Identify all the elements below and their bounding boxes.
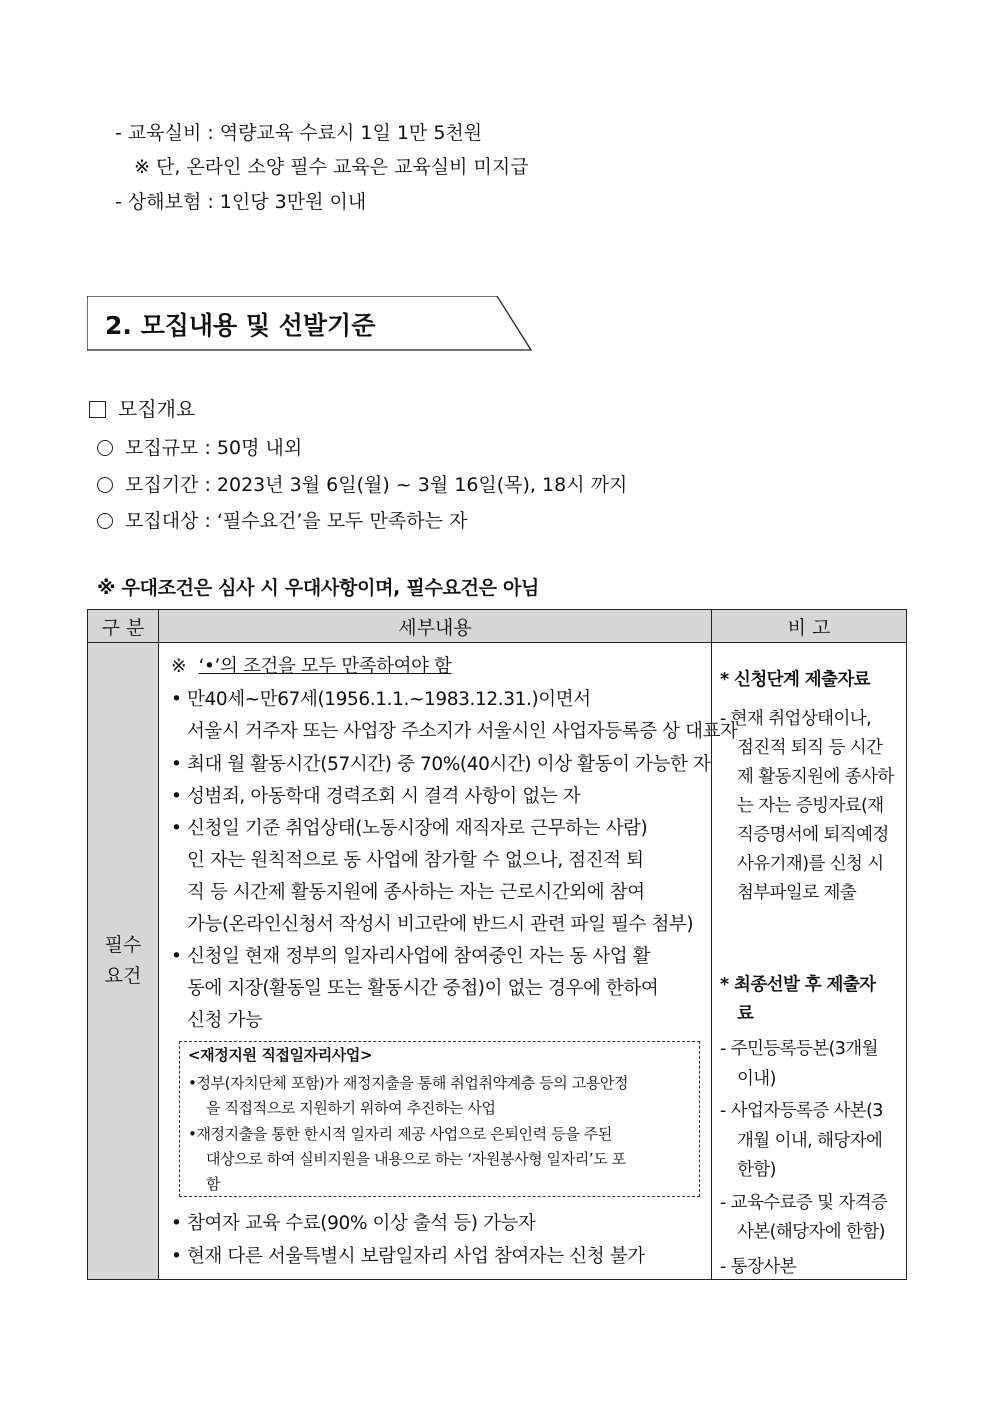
- note-line: 사본(해당자에 한함): [737, 1222, 885, 1242]
- note-line: * 신청단계 제출자료: [720, 670, 870, 690]
- bullet-icon: •: [171, 786, 182, 807]
- detail-cell: [159, 643, 738, 1280]
- box-line: 을 직접적으로 지원하기 위하여 추진하는 사업: [206, 1099, 496, 1117]
- detail-line: 가능(온라인신청서 작성시 비고란에 반드시 관련 파일 필수 첨부): [187, 914, 694, 935]
- table-row: [88, 643, 907, 1280]
- detail-line-text: 성범죄, 아동학대 경력조회 시 결격 사항이 없는 자: [187, 786, 581, 807]
- square-bullet-icon: [89, 401, 106, 418]
- section-header-box: [87, 296, 533, 352]
- detail-line: [171, 750, 710, 776]
- box-line: 함: [206, 1175, 221, 1193]
- overview-item-text: 모집대상 : ‘필수요건’을 모두 만족하는 자: [125, 510, 468, 532]
- bullet-icon: •: [171, 689, 182, 710]
- circle-bullet-icon: [97, 440, 113, 456]
- bullet-icon: •: [171, 946, 182, 967]
- detail-line: [171, 652, 452, 678]
- note-line: 점진적 퇴직 등 시간: [737, 738, 883, 758]
- note-line: 직증명서에 퇴직예정: [737, 825, 889, 845]
- detail-line: 인 자는 원칙적으로 동 사업에 참가할 수 없으나, 점진적 퇴: [187, 850, 644, 871]
- detail-line-text: ‘•’의 조건을 모두 만족하여야 함: [198, 656, 452, 677]
- box-title: <재정지원 직접일자리사업>: [188, 1046, 373, 1064]
- overview-heading-text: 모집개요: [118, 397, 196, 421]
- note-line: - 사업자등록증 사본(3: [720, 1101, 883, 1121]
- bullet-icon: •: [188, 1074, 197, 1092]
- note-line: 료: [737, 1004, 754, 1024]
- detail-line: [171, 1242, 645, 1268]
- bullet-icon: •: [171, 818, 182, 839]
- note-line: 첨부파일로 제출: [737, 883, 857, 903]
- detail-line: 직 등 시간제 활동지원에 종사하는 자는 근로시간외에 참여: [187, 882, 645, 903]
- note-line: 개월 이내, 해당자에: [737, 1131, 883, 1151]
- detail-line-text: 최대 월 활동시간(57시간) 중 70%(40시간) 이상 활동이 가능한 자: [187, 754, 711, 775]
- note-line: - 주민등록등본(3개월: [720, 1039, 878, 1059]
- note-line: 사유기재)를 신청 시: [737, 854, 884, 874]
- box-line-text: 재정지출을 통한 한시적 일자리 제공 사업으로 은퇴인력 등을 주된: [196, 1125, 612, 1143]
- box-line: 대상으로 하여 실비지원을 내용으로 하는 ‘자원봉사형 일자리’도 포: [206, 1150, 626, 1168]
- intro-line-online-note: ※ 단, 온라인 소양 필수 교육은 교육실비 미지급: [134, 156, 529, 178]
- circle-bullet-icon: [97, 513, 113, 529]
- note-line: - 교육수료증 및 자격증: [720, 1193, 888, 1213]
- overview-item-text: 모집기간 : 2023년 3월 6일(월) ~ 3월 16일(목), 18시 까지: [125, 474, 628, 496]
- detail-line-text: 신청일 현재 정부의 일자리사업에 참여중인 자는 동 사업 활: [187, 946, 651, 967]
- circle-bullet-icon: [97, 477, 113, 493]
- box-line: [188, 1123, 612, 1144]
- bullet-icon: •: [171, 1213, 182, 1234]
- note-cell: [712, 643, 907, 1280]
- note-line: - 현재 취업상태이나,: [720, 709, 872, 729]
- detail-line: [171, 685, 591, 711]
- intro-line-education-cost: - 교육실비 : 역량교육 수료시 1일 1만 5천원: [115, 122, 483, 144]
- detail-line: [171, 942, 650, 968]
- requirements-table: [87, 609, 907, 1280]
- note-line: - 통장사본: [720, 1257, 796, 1277]
- detail-line: [171, 1209, 536, 1235]
- category-cell: [88, 643, 159, 1280]
- detail-line-text: 현재 다른 서울특별시 보람일자리 사업 참여자는 신청 불가: [187, 1246, 645, 1267]
- section-title: 2. 모집내용 및 선발기준: [105, 311, 376, 340]
- overview-item-target: [97, 506, 467, 533]
- overview-item-period: [97, 470, 627, 497]
- bullet-icon: •: [171, 754, 182, 775]
- detail-line: [171, 814, 647, 840]
- category-line: 요건: [104, 965, 142, 987]
- detail-line-text: 만40세~만67세(1956.1.1.~1983.12.31.)이면서: [187, 689, 591, 710]
- overview-note: ※ 우대조건은 심사 시 우대사항이며, 필수요건은 아님: [97, 577, 540, 599]
- detail-line: 신청 가능: [187, 1010, 263, 1031]
- note-line: 이내): [737, 1069, 776, 1089]
- detail-line: 동에 지장(활동일 또는 활동시간 중첩)이 없는 경우에 한하여: [187, 978, 659, 999]
- intro-line-insurance: - 상해보험 : 1인당 3만원 이내: [115, 191, 367, 213]
- note-line: 한함): [737, 1160, 776, 1180]
- note-mark-icon: ※: [171, 656, 187, 677]
- overview-item-size: [97, 433, 302, 460]
- note-line: 제 활동지원에 종사하: [737, 767, 894, 787]
- overview-heading: [89, 393, 195, 422]
- header-category: 구 분: [88, 610, 159, 643]
- overview-item-text: 모집규모 : 50명 내외: [125, 437, 303, 459]
- bullet-icon: •: [171, 1246, 182, 1267]
- detail-line: 서울시 거주자 또는 사업장 주소지가 서울시인 사업자등록증 상 대표자: [187, 721, 738, 742]
- header-detail: 세부내용: [159, 610, 712, 643]
- bullet-icon: •: [188, 1125, 197, 1143]
- program-definition-box: [179, 1041, 700, 1197]
- box-line-text: 정부(자치단체 포함)가 재정지출을 통해 취업취약계층 등의 고용안정: [196, 1074, 629, 1092]
- box-line: [188, 1072, 628, 1093]
- detail-line-text: 참여자 교육 수료(90% 이상 출석 등) 가능자: [187, 1213, 536, 1234]
- category-line: 필수: [104, 934, 142, 956]
- table-header-row: [88, 610, 907, 643]
- header-note: 비 고: [712, 610, 907, 643]
- note-line: 는 자는 증빙자료(재: [737, 796, 884, 816]
- note-line: * 최종선발 후 제출자: [720, 975, 876, 995]
- detail-line: [171, 782, 580, 808]
- detail-line-text: 신청일 기준 취업상태(노동시장에 재직자로 근무하는 사람): [187, 818, 648, 839]
